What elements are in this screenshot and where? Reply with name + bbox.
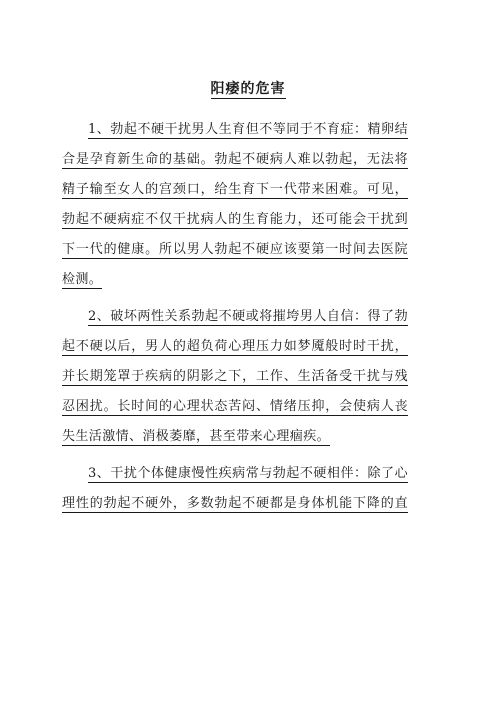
line-text: 忍困扰。长时间的心理状态苦闷、情绪压抑，会使病人丧 [62, 399, 408, 414]
document-title [0, 78, 496, 98]
line-text: 精子输至女人的宫颈口，给生育下一代带来困难。可见， [62, 182, 408, 197]
line-text: 2、破坏两性关系勃起不硬或将摧垮男人自信：得了勃 [88, 309, 408, 324]
line-text: 下一代的健康。所以男人勃起不硬应该要第一时间去医院 [62, 242, 408, 257]
paragraph-1 [62, 118, 408, 298]
paragraph-line [62, 365, 408, 395]
paragraph-line [62, 462, 408, 492]
line-text: 合是孕育新生命的基础。勃起不硬病人难以勃起，无法将 [62, 152, 408, 167]
line-text: 检测。 [62, 272, 103, 287]
line-text: 并长期笼罩于疾病的阴影之下，工作、生活备受干扰与残 [62, 369, 408, 384]
paragraph-line [62, 148, 408, 178]
line-text: 3、干扰个体健康慢性疾病常与勃起不硬相伴：除了心 [88, 466, 408, 481]
line-text: 失生活激情、消极萎靡，甚至带来心理痼疾。 [62, 429, 331, 444]
paragraph-line [62, 268, 408, 298]
paragraph-line [62, 238, 408, 268]
paragraph-2 [62, 305, 408, 455]
paragraph-line [62, 395, 408, 425]
paragraph-line [62, 208, 408, 238]
paragraph-line [62, 178, 408, 208]
line-text: 勃起不硬病症不仅干扰病人的生育能力，还可能会干扰到 [62, 212, 408, 227]
paragraph-3 [62, 462, 408, 522]
line-text: 1、勃起不硬干扰男人生育但不等同于不育症：精卵结 [88, 122, 408, 137]
paragraph-line [62, 492, 408, 522]
line-text: 起不硬以后，男人的超负荷心理压力如梦魇般时时干扰， [62, 339, 408, 354]
line-text: 理性的勃起不硬外，多数勃起不硬都是身体机能下降的直 [62, 496, 408, 511]
document-title-text: 阳痿的危害 [210, 81, 286, 97]
paragraph-line [62, 425, 408, 455]
paragraph-line [62, 335, 408, 365]
paragraph-line [62, 118, 408, 148]
paragraph-line [62, 305, 408, 335]
document-body [62, 118, 408, 529]
